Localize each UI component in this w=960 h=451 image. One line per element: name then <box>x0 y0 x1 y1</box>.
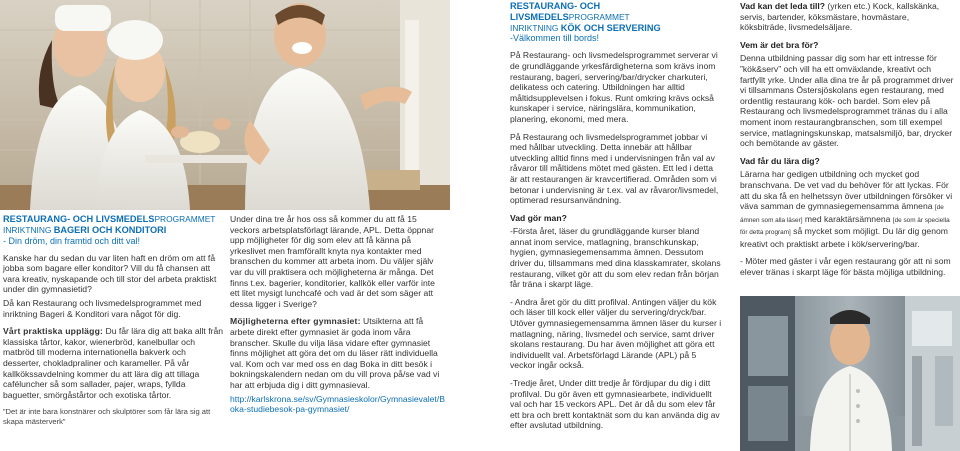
bakery-quote: ”Det är inte bara konstnärer och skulptörer som får lära sig att skapa mästerverk” <box>3 407 211 426</box>
kitchen-heading: RESTAURANG- OCH LIVSMEDELSPROGRAMMET INRIKTNING KÖK OCH SERVERING <box>510 1 661 33</box>
bakery-program-paragraph: Då kan Restaurang och livsmedelsprogrammet med inriktning Bageri & Konditori vara något för dig. <box>3 297 202 319</box>
apl-paragraph: Under dina tre år hos oss så kommer du att få 15 veckors arbetsplatsförlagt lärande, APL. Detta öppnar upp möjligheter för dig som elev att få känna på yrkeslivet men framförallt knyta nya kontakter med branschen du kommer att arbeta inom. Du väljer själv var du vill praktisera och möjligheterna är många. Det finns t.ex. bagerier, konditorier, kallkök eller varför inte ett litet mysigt lunchcafé och vad är det som säger att dessa ligger i Sverige? <box>230 214 435 309</box>
bakery-intro-paragraph: Kanske har du sedan du var liten haft en dröm om att få jobba som bagare eller konditor? Vill du få chansen att vara kreativ, nyskapande och till stor del arbeta praktiskt under din gymnasietid? <box>3 252 217 295</box>
first-year-paragraph: -Första året, läser du grundläggande kurser bland annat inom service, matlagning, branschkunskap, hygien, gymnasiegemensamma ämnen. Dessutom driver du, tillsammans med dina klasskamrater, skolans restaurang, vilket gör att du som elev redan från början får träna i skarpt läge. <box>510 226 721 290</box>
bakery-subheading: - Din dröm, din framtid och ditt val! <box>3 235 141 246</box>
bakery-practical-paragraph: Vårt praktiska upplägg: Du får lära dig att baka allt från klassiska tårtor, kakor, wienerbröd, kanelbullar och matbröd till moderna internationella bakverk och desserter, chokladpraliner och karameller. På vår kallkökssavdelning kommer du att lära dig att tillaga caféluncher så som sallader, pajer, wraps, fyllda baguetter, smörgåstårtor och exotiska tårtor. <box>3 326 224 400</box>
column-kitchen <box>510 1 722 434</box>
who-paragraph: Denna utbildning passar dig som har ett intresse för ”kök&serv” och vill ha ett omväxlande, kreativt och fartfyllt yrke. Under alla dina tre år på programmet driver vi tillsammans Östersjöskolans egen restaurang, med ordentlig restaurang kök- och bardel. Som elev på Restaurang och livsmedelsprogrammet tränas du i alla moment inom restaurangbranschen, som till exempel service, matlagningskunskap, matsalsmiljö, bar, drycker och bemötande av gäster. <box>740 53 954 149</box>
bakery-students-photo <box>0 0 450 210</box>
bakery-heading: RESTAURANG- OCH LIVSMEDELSPROGRAMMET INRIKTNING BAGERI OCH KONDITORI <box>3 214 216 235</box>
future-paragraph: Möjligheterna efter gymnasiet: Utsikterna att få arbete direkt efter gymnasiet är goda inom våra branscher. Skulle du vilja läsa vidare efter gymnasiet finns möjlighet att göra det om du läser rätt individuella val. Kom och var med oss en dag Boka in ditt besök i bokningskalendern nedan om du vill prova på/se vad vi har att erbjuda dig i ditt gymnasieval. <box>230 316 440 390</box>
column-info <box>740 1 957 281</box>
learn-heading: Vad får du lära dig? <box>740 155 820 166</box>
booking-link[interactable]: http://karlskrona.se/sv/Gymnasieskolor/Gymnasievalet/Boka-studiebesok-pa-gymnasiet/ <box>230 393 445 415</box>
guests-paragraph: - Möter med gäster i vår egen restaurang gör att ni som elever tränas i skarpt läge för bästa möjliga utbildning. <box>740 256 951 278</box>
third-year-paragraph: -Tredje året, Under ditt tredje år fördjupar du dig i ditt profilval. Du gör även ett gymnasiearbete, individuellt val och har 15 veckors APL. Det är då du som elev får ett bra och brett kontaktnät som du kan använda dig av efter avslutad utbildning. <box>510 378 720 431</box>
kitchen-subheading: -Välkommen till bords! <box>510 33 600 44</box>
second-year-paragraph: - Andra året gör du ditt profilval. Antingen väljer du kök och läser till kock eller väljer du servering/dryck/bar. Utöver gymnasiegemensamma ämnen läser du kurser i matlagning, näring, livsmedel och service, samt driver skolans restaurang. Du har även möjlighet att göra ett individuellt val. Arbetsförlagd Lärande (APL) på 5 veckor ingår också. <box>510 296 722 371</box>
what-do-heading: Vad gör man? <box>510 212 567 223</box>
column-bakery <box>3 214 225 429</box>
learn-paragraph: Lärarna har gedigen utbildning och mycket god branschvana. De vet vad du behöver för att lyckas. För att du ska få en helhetssyn över utbildningen försöker vi väva samman de gymnasiegemensamma ämnena [de ämnen som alla läser] med karaktärsämnena [de som är speciella för detta program] så mycket som möjligt. Du lär dig genom kreativt och praktiskt arbete i kök/servering/bar. <box>740 169 953 249</box>
careers-paragraph: Vad kan det leda till? (yrken etc.) Kock, kallskänka, servis, bartender, köksmästare, hovmästare, köksbiträde, livsmedelsäljare. <box>740 1 940 33</box>
kitchen-intro-paragraph: På Restaurang- och livsmedelsprogrammet serverar vi de grundläggande yrkesfärdigheterna som krävs inom restaurang, bageri, servering/bar/drycker charkuteri, delikatess och catering. Utbildningen har alltid måltidsupplevelsen i fokus. Runt omkring krävs också kunskaper i service, näringslära, kommunikation, planering, ekonomi, med mera. <box>510 50 718 124</box>
who-heading: Vem är det bra för? <box>740 39 819 50</box>
column-apl <box>230 214 445 418</box>
kitchen-chef-photo <box>740 296 960 451</box>
sustainability-paragraph: På Restaurang och livsmedelsprogrammet jobbar vi med hållbar utveckling. Detta innebär att hållbar utveckling alltid finns med i undervisningen från val av råvaror till måltidens mötet med gästen. Ett led i detta är att restaurangen är kravcertifierad. Områden som vi betonar i undervisning är t.ex. val av råvaror/livsmedel, optimerad resursanvändning. <box>510 131 719 206</box>
